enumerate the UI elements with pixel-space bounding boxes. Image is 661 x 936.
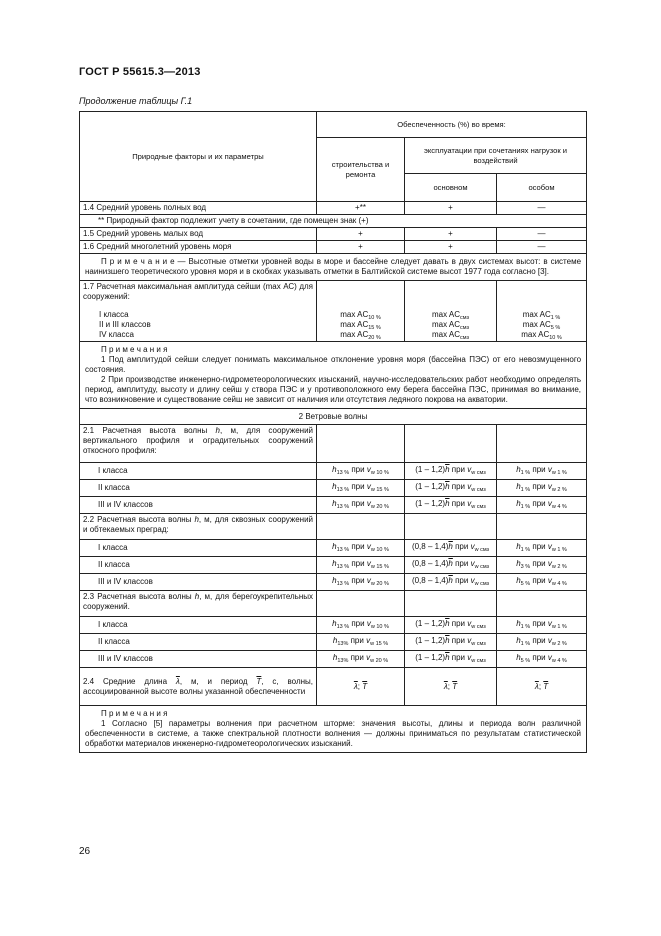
class-label: I класса (80, 463, 317, 480)
table-cell: — (497, 241, 587, 254)
table-cell: +** (317, 202, 405, 215)
col-header-special: особом (497, 174, 587, 202)
table-caption: Продолжение таблицы Г.1 (79, 96, 193, 106)
class-label: III и IV классов (80, 497, 317, 514)
table-row (80, 651, 587, 668)
seiche-special-cell (497, 281, 587, 342)
formula: $h_{13 \%}$ при $v_{w 20 \%}$ (317, 574, 405, 591)
formula: $\overline{\lambda}$; $\overline{T}$ (405, 668, 497, 706)
document-header: ГОСТ Р 55615.3—2013 (79, 66, 201, 78)
row-label: 2.4 Средние длина $\overline{\lambda}$, м, и период $\overline{T}$, с, волны, ассоциированной высоте волны указанной обеспеченности (80, 668, 317, 706)
formula: $\max AC_{5 \%}$ (522, 320, 561, 331)
seiche-label-cell (80, 281, 317, 342)
seiche-basic-cell (405, 281, 497, 342)
formula: $h_{1 \%}$ при $v_{w 1 \%}$ (497, 540, 587, 557)
class-label: II класса (80, 634, 317, 651)
note-row (80, 342, 587, 409)
class-label: I класса (80, 617, 317, 634)
table-row (80, 281, 587, 342)
note-text: 1 Под амплитудой сейши следует понимать максимальное отклонение уровня моря (бассейна ПЭС) от его невозмущенного состояния. (85, 355, 582, 374)
table-row (80, 228, 587, 241)
formula: $\max AC_{15 \%}$ (340, 320, 381, 331)
col-header-construction: строительства и ремонта (317, 138, 405, 202)
notes-seiche (80, 342, 587, 409)
formula: $\max AC_{смз}$ (431, 330, 469, 341)
formula: $(1 - 1,2)\overline{h}$ при $v_{w смз}$ (405, 651, 497, 668)
formula: $h_{1 \%}$ при $v_{w 1 \%}$ (497, 463, 587, 480)
class-label: II класса (80, 557, 317, 574)
table-cell: — (497, 202, 587, 215)
formula: $h_{13 \%}$ при $v_{w 10 \%}$ (317, 617, 405, 634)
formula: $h_{1 \%}$ при $v_{w 4 \%}$ (497, 497, 587, 514)
footnote-sign: ** Природный фактор подлежит учету в сочетании, где помещен знак (+) (80, 215, 587, 228)
table-cell: + (405, 228, 497, 241)
class-label: II класса (80, 480, 317, 497)
formula: $h_{13 \%}$ при $v_{w 10 \%}$ (317, 540, 405, 557)
table-row (80, 480, 587, 497)
formula: $\overline{\lambda}$; $\overline{T}$ (317, 668, 405, 706)
table-row (80, 540, 587, 557)
table-row (80, 497, 587, 514)
formula: $h_{13\%}$ при $v_{w 15 \%}$ (317, 634, 405, 651)
row-label: 1.7 Расчетная максимальная амплитуда сейши (max АС) для сооружений: (83, 282, 313, 301)
table-row (80, 514, 587, 540)
formula: $(1 - 1,2)\overline{h}$ при $v_{w смз}$ (405, 463, 497, 480)
formula: $(0,8 - 1,4)\overline{h}$ при $v_{w смз}$ (405, 540, 497, 557)
table-cell: — (497, 228, 587, 241)
note-text: 1 Согласно [5] параметры волнения при расчетном шторме: значения высоты, длины и периода волн различной обеспеченности в системе, а также спектральной плотности волнения — должны приниматься по результатам статистической обработки материалов инженерно-гидрометеорологических изысканий. (85, 719, 582, 748)
table-row (80, 634, 587, 651)
table-cell: + (317, 241, 405, 254)
table-row (80, 668, 587, 706)
table-row (80, 617, 587, 634)
table-cell: + (405, 241, 497, 254)
provision-table (79, 111, 587, 753)
formula: $h_{13 \%}$ при $v_{w 20 \%}$ (317, 497, 405, 514)
section-title: 2 Ветровые волны (80, 409, 587, 425)
formula: $\overline{\lambda}$; $\overline{T}$ (497, 668, 587, 706)
formula: $(1 - 1,2)\overline{h}$ при $v_{w смз}$ (405, 497, 497, 514)
note-text: — Высотные отметки уровней воды в море и бассейне следует давать в двух системах высот: в системе наинизшего теоретического уровня моря и в скобках указывать отметки в Балтийской системе высот 1977 года согласно [3]. (85, 257, 582, 276)
header-row-1 (80, 112, 587, 138)
table-cell: + (405, 202, 497, 215)
formula: $h_{3 \%}$ при $v_{w 2 \%}$ (497, 557, 587, 574)
class-label: III и IV классов (80, 574, 317, 591)
table-cell: + (317, 228, 405, 241)
col-header-operation: эксплуатации при сочетаниях нагрузок и воздействий (405, 138, 587, 174)
formula: $h_{5 \%}$ при $v_{w 4 \%}$ (497, 574, 587, 591)
formula: $\max AC_{смз}$ (431, 310, 469, 321)
formula: $h_{13 \%}$ при $v_{w 15 \%}$ (317, 480, 405, 497)
row-label: 2.1 Расчетная высота волны h, м, для сооружений вертикального профиля и оградительных сооружений откосного профиля: (80, 425, 317, 463)
row-label: 1.4 Средний уровень полных вод (80, 202, 317, 215)
notes-heading: П р и м е ч а н и я (101, 345, 168, 354)
table-row (80, 463, 587, 480)
formula: $h_{1 \%}$ при $v_{w 1 \%}$ (497, 617, 587, 634)
section-row (80, 409, 587, 425)
formula: $\max AC_{смз}$ (431, 320, 469, 331)
note-text: 2 При производстве инженерно-гидрометеорологических изысканий, научно-исследовательских работ необходимо определять период, амплитуду, высоту и длину сейш у створа ПЭС и у противоположного ему берега бассейна ПЭС, принимая во внимание, что возникновение и существование сейш не зависит от наличия или отсутствия ледяного покрова на акватории. (85, 375, 582, 404)
formula: $h_{13 \%}$ при $v_{w 10 \%}$ (317, 463, 405, 480)
seiche-construction-cell (317, 281, 405, 342)
notes-heading: П р и м е ч а н и я (101, 709, 168, 718)
class-label: IV класса (99, 330, 134, 339)
table-row (80, 557, 587, 574)
formula: $\max AC_{10 \%}$ (340, 310, 381, 321)
formula: $h_{1 \%}$ при $v_{w 2 \%}$ (497, 634, 587, 651)
note-row (80, 254, 587, 281)
table-row (80, 215, 587, 228)
class-label: I класса (99, 310, 129, 319)
class-label: III и IV классов (80, 651, 317, 668)
table-row (80, 241, 587, 254)
formula: $h_{13 \%}$ при $v_{w 15 \%}$ (317, 557, 405, 574)
formula: $(0,8 - 1,4)\overline{h}$ при $v_{w смз}$ (405, 574, 497, 591)
note-heading: П р и м е ч а н и е (101, 257, 175, 266)
col-header-provision: Обеспеченность (%) во время: (317, 112, 587, 138)
table-row (80, 574, 587, 591)
formula: $(1 - 1,2)\overline{h}$ при $v_{w смз}$ (405, 634, 497, 651)
col-header-basic: основном (405, 174, 497, 202)
page-number: 26 (79, 846, 91, 857)
row-label: 1.6 Средний многолетний уровень моря (80, 241, 317, 254)
table-row (80, 202, 587, 215)
formula: $\max AC_{10 \%}$ (521, 330, 562, 341)
note-levels (80, 254, 587, 281)
formula: $(1 - 1,2)\overline{h}$ при $v_{w смз}$ (405, 480, 497, 497)
formula: $h_{5 \%}$ при $v_{w 4 \%}$ (497, 651, 587, 668)
formula: $h_{13\%}$ при $v_{w 20 \%}$ (317, 651, 405, 668)
formula: $\max AC_{1 \%}$ (522, 310, 561, 321)
row-label: 1.5 Средний уровень малых вод (80, 228, 317, 241)
formula: $\max AC_{20 \%}$ (340, 330, 381, 341)
col-header-factors: Природные факторы и их параметры (80, 112, 317, 202)
table-row (80, 425, 587, 463)
formula: $(1 - 1,2)\overline{h}$ при $v_{w смз}$ (405, 617, 497, 634)
notes-waves (80, 706, 587, 753)
table-row (80, 591, 587, 617)
row-label: 2.2 Расчетная высота волны h, м, для сквозных сооружений и обтекаемых преград: (80, 514, 317, 540)
class-label: I класса (80, 540, 317, 557)
row-label: 2.3 Расчетная высота волны h, м, для берегоукрепительных сооружений. (80, 591, 317, 617)
class-label: II и III классов (99, 320, 151, 329)
formula: $(0,8 - 1,4)\overline{h}$ при $v_{w смз}$ (405, 557, 497, 574)
note-row (80, 706, 587, 753)
formula: $h_{1 \%}$ при $v_{w 2 \%}$ (497, 480, 587, 497)
